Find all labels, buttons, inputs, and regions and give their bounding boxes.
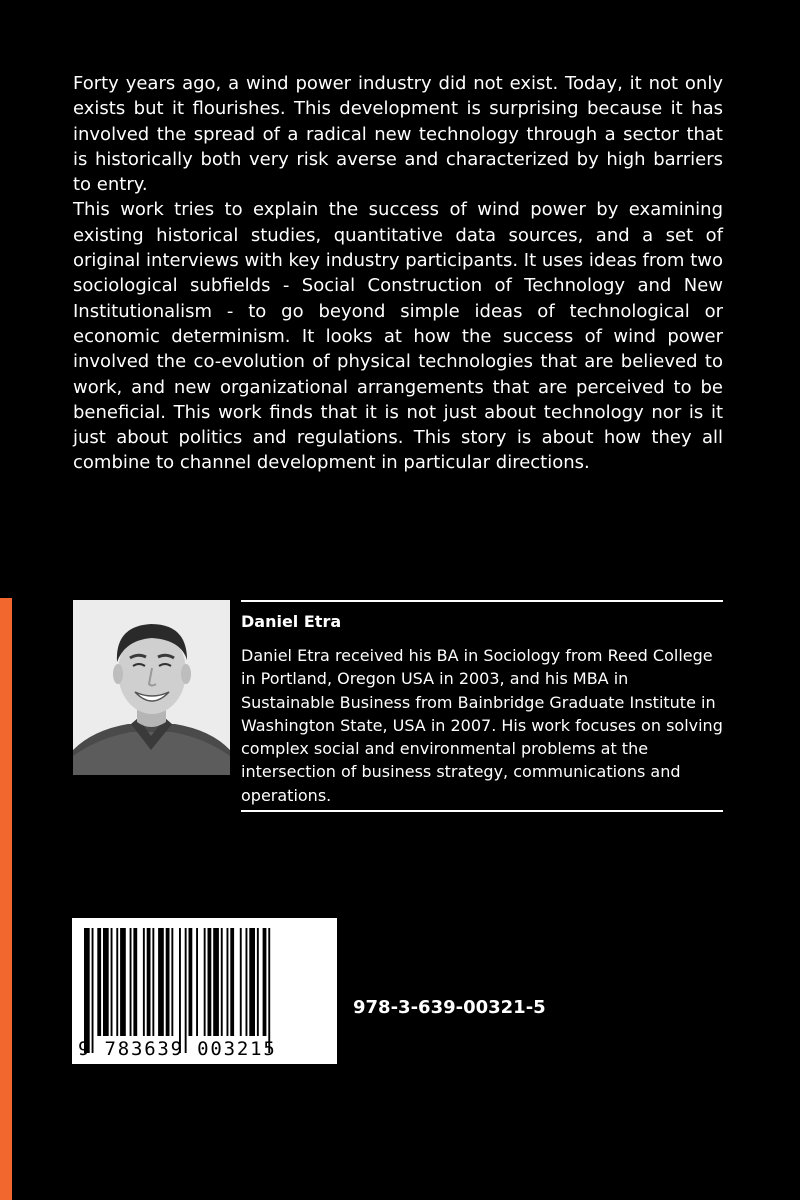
barcode-bar <box>130 928 132 1036</box>
barcode-bar <box>171 928 173 1036</box>
barcode-bar <box>263 928 267 1036</box>
barcode-bar <box>133 928 137 1036</box>
back-cover-blurb <box>73 71 723 476</box>
barcode-bar <box>97 928 101 1036</box>
barcode-bar <box>227 928 229 1036</box>
barcode-bar <box>221 928 223 1036</box>
barcode-bar <box>116 928 118 1036</box>
author-bio: Daniel Etra received his BA in Sociology from Reed College in Portland, Oregon USA in 2003, and his MBA in Sustainable Business from Bainbridge Graduate Institute in Washington State, USA in 2007. His work focuses on solving complex social and environmental problems at the intersection of business strategy, communications and operations. <box>241 646 723 805</box>
barcode-bar <box>249 928 255 1036</box>
author-section <box>73 600 725 812</box>
barcode-bar <box>240 928 242 1036</box>
author-name: Daniel Etra <box>241 612 342 631</box>
blurb-paragraph-1: Forty years ago, a wind power industry did not exist. Today, it not only exists but it flourishes. This development is surprising because it has involved the spread of a radical new technology through a sector that is historically both very risk averse and characterized by high barriers to entry. <box>73 73 723 196</box>
blurb-paragraph-2: This work tries to explain the success of wind power by examining existing historical studies, quantitative data sources, and a set of original interviews with key industry participants. It uses ideas from two sociological subfields - Social Construction of Technology and New Institutionalism - to go beyond simple ideas of technological or economic determinism. It looks at how the success of wind power involved the co-evolution of physical technologies that are believed to work, and new organizational arrangements that are perceived to be beneficial. This work finds that it is not just about technology nor is it just about politics and regulations. This story is about how they all combine to channel development in particular directions. <box>73 199 723 474</box>
barcode-bar <box>230 928 234 1036</box>
barcode-bar <box>268 928 270 1053</box>
author-portrait-image <box>73 600 230 775</box>
barcode-bar <box>120 928 126 1036</box>
isbn-number: 978-3-639-00321-5 <box>353 997 546 1018</box>
barcode-bar <box>208 928 212 1036</box>
barcode-bar <box>185 928 187 1053</box>
barcode-bar <box>189 928 193 1036</box>
author-top-rule <box>241 600 723 602</box>
orange-edge-stripe <box>0 598 12 1200</box>
barcode-bar <box>92 928 94 1053</box>
author-photo <box>73 600 230 775</box>
barcode-bar <box>246 928 248 1036</box>
barcode-bar <box>257 928 259 1036</box>
barcode-bar <box>111 928 113 1036</box>
barcode-bar <box>152 928 154 1036</box>
barcode-bar <box>213 928 219 1036</box>
barcode-bar <box>103 928 109 1036</box>
barcode-digits: 9 783639 003215 <box>78 1038 277 1060</box>
barcode-bar <box>84 928 90 1053</box>
barcode-bar <box>147 928 151 1036</box>
author-bottom-rule <box>241 810 723 812</box>
barcode-bar <box>143 928 145 1036</box>
isbn-barcode <box>72 918 337 1064</box>
barcode-bar <box>204 928 206 1036</box>
barcode-bar <box>166 928 170 1036</box>
barcode-bar <box>158 928 164 1036</box>
barcode-bar <box>196 928 198 1036</box>
barcode-bar <box>179 928 181 1053</box>
